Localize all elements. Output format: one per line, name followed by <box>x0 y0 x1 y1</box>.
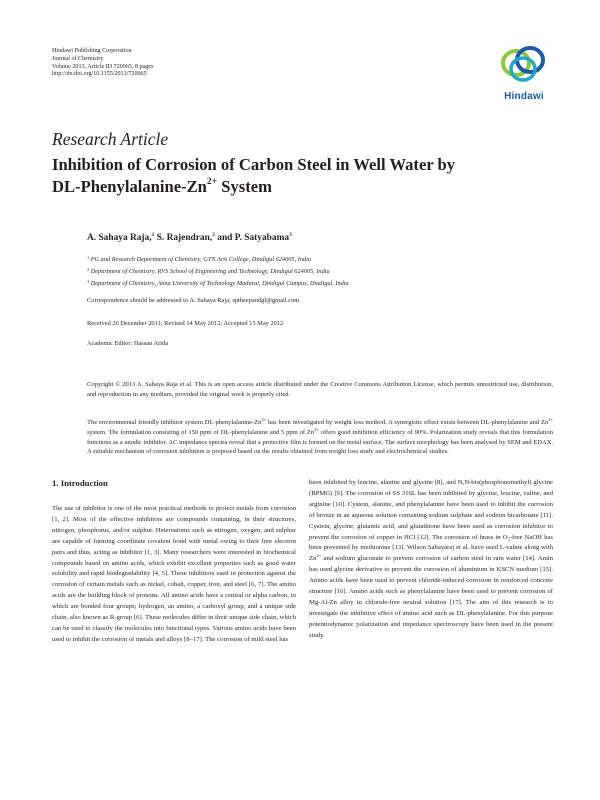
intro-right-superscript: 2+ <box>316 553 322 559</box>
affiliation-2 <box>87 266 557 278</box>
abstract-sup-3: 2+ <box>314 426 319 432</box>
author-1: A. Sahaya Raja, <box>87 233 152 243</box>
publisher-info <box>52 48 352 79</box>
author-3-affil: 3 <box>289 232 292 238</box>
intro-paragraph-left: The use of inhibitor is one of the most practical methods to protect metals from corrosion [1, 2]. Most of the effective inhibitors are compounds containing, in their structures, nitrogen, phosphorus, and/or sulphur. Heteroatoms such as nitrogen, oxygen, and sulphur are capable of forming coordinate covalent bond with metal owing to their free electron pairs and thus, acting as inhibitor [1, 3]. Many researchers were interested in biochemical compounds based on amino acids, which exhibit excellent properties such as good water solubility and rapid biodegradability [4, 5]. These inhibitors used in protection against the corrosion of certain metals such as nickel, cobalt, copper, iron, and steel [6, 7]. The amino acids are the building block of proteins. All amino acids have a central or alpha carbon, to which are bonded four groups; hydrogen, an amino, a carboxyl group, and a unique side chain, also known as R-group [6]. These molecules differ in their unique side chain, which can be used to classify the molecules into functional types. Various amino acids have been used to inhibit the corrosion of metals and alloys [8–17]. The corrosion of mild steel has <box>52 505 296 643</box>
intro-right-part-c: and sodium gluconate to prevent corrosion of carbon steel in rain water [14]. Amin has used glycine derivative to prevent the corrosion of aluminium in KSCN medium [15]. Amino acids have been used to prevent chloride-induced corrosion in reinforced concrete structure [16]. Amino acids such as phenylalanine have been used to prevent corrosion of Mg-Al-Zn alloy in chloride-free neutral solution [17]. The aim of this research is to investigate the inhibitive effect of amino acid such as DL-phenylalanine. For this purpose potentiodynamic polarization and impedance spectroscopy have been used in the present study. <box>309 555 553 639</box>
copyright-notice: Copyright © 2013 A. Sahaya Raja et al. This is an open access article distributed under the Creative Commons Attribution License, which permits unrestricted use, distribution, and reproduction in any medium, provided the original work is properly cited. <box>87 381 553 398</box>
title-line-2-main: DL-Phenylalanine-Zn <box>52 177 207 196</box>
abstract-sup-1: 2+ <box>261 417 267 422</box>
section-heading-introduction: 1. Introduction <box>52 478 108 488</box>
column-right <box>309 478 553 642</box>
intro-paragraph-right <box>309 478 553 642</box>
affiliation-2-text: Department of Chemistry, RVS School of Engineering and Technology, Dindigul 624005, India <box>90 268 330 276</box>
title-line-2-end: System <box>217 177 272 196</box>
article-type: Research Article <box>52 129 169 149</box>
affiliation-1-text: PG and Research Department of Chemistry, GTN Arts College, Dindigul 624005, India <box>90 256 312 263</box>
received-dates: Received 26 December 2011; Revised 14 May 2012; Accepted 15 May 2012 <box>87 320 284 327</box>
author-3: and P. Satyabama <box>214 233 290 243</box>
title-superscript: 2+ <box>206 177 218 187</box>
author-2: S. Rajendran, <box>154 233 213 243</box>
affiliation-2-num: 2 <box>87 266 90 272</box>
affiliation-3 <box>87 278 557 290</box>
abstract-part-1: The environmental friendly inhibitor system DL-phenylalanine-Zn <box>87 419 262 426</box>
title-line-2 <box>52 176 552 198</box>
affiliation-3-text: Department of Chemistry, Anna University of Technology Madurai, Dindigul Campus, Dindigul, India <box>90 280 349 288</box>
publisher-name: Hindawi Publishing Corporation <box>52 48 132 54</box>
title-line-1: Inhibition of Corrosion of Carbon Steel in Well Water by <box>52 155 456 174</box>
abstract-part-3: system. The formulation consisting of 150 ppm of DL-phenylalanine and 5 ppm of Zn <box>87 428 315 436</box>
volume-info: Volume 2013, Article ID 720965, 8 pages <box>52 63 154 70</box>
author-1-affil: 1 <box>151 232 155 238</box>
correspondence: Correspondence should be addressed to A. Sahaya Raja; sptheepandgl@gmail.com <box>87 297 300 304</box>
hindawi-logo-text: Hindawi <box>504 91 544 102</box>
affiliation-1-num: 1 <box>87 254 90 260</box>
author-2-affil: 2 <box>212 232 215 238</box>
column-left <box>52 476 296 646</box>
intro-right-subscript: 2 <box>507 536 510 542</box>
doi-link[interactable]: http://dx.doi.org/10.1155/2013/720965 <box>52 71 147 78</box>
abstract <box>87 418 553 457</box>
hindawi-logo-rings-icon <box>494 36 554 92</box>
paper-title <box>52 154 552 198</box>
journal-name: Journal of Chemistry <box>52 55 104 62</box>
affiliations <box>87 254 557 290</box>
affiliation-3-num: 3 <box>87 278 90 284</box>
hindawi-logo <box>494 36 554 108</box>
affiliation-1 <box>87 254 557 266</box>
academic-editor: Academic Editor: Hassan Arida <box>87 340 169 347</box>
abstract-part-2: has been investigated by weight loss method. A synergistic effect exists between DL-phenylalanine and Zn <box>266 419 549 426</box>
author-list <box>87 233 292 243</box>
intro-right-part-a: been inhibited by leucine, alanine and glycine [8], and N,N-bis(phosphonomethyl) glycine (BPMG) [9]. The corrosion of SS 316L has been inhibited by glycine, leucine, valine, and arginine [10]. Cystein, alanine, and phenylalanine have been used to inhibit the corrosion of bronze in an aqueous solution containing sodium sulphate and sodium bicarbonate [11]. Cystein, glycine, glutamic acid, and glutathione have been used as corrosion inhibitor to prevent the corrosion of copper in HCl [12]. The corrosion of brass in O <box>309 479 553 541</box>
abstract-sup-2: 2+ <box>548 417 553 422</box>
intro-right-part-b: -free NaOH has been prevented by methionine [13]. Wilson Sahayaraj et al. have used L-valine along with Zn <box>309 533 553 563</box>
abstract-part-4: offers good inhibition efficiency of 90%. Polarization study reveals that this formulation functions as a anodic inhibitor. AC impedance spectra reveal that a protective film is formed on the metal surface. The surface morphology has been analysed by SEM and EDAX. A suitable mechanism of corrosion inhibition is proposed based on the results obtained from weight loss study and electrochemical studies. <box>87 428 553 456</box>
